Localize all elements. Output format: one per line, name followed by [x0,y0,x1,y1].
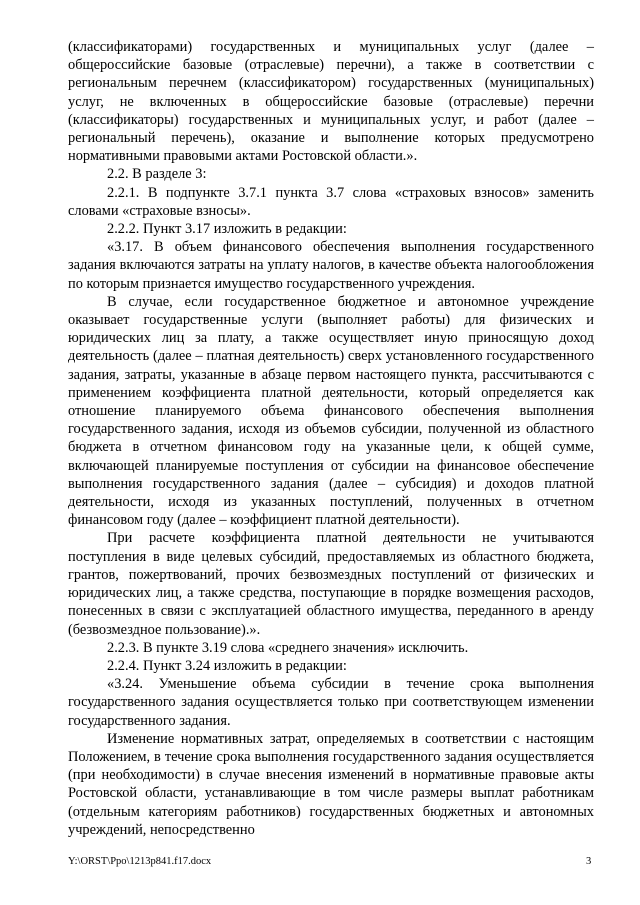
paragraph-2-2-1: 2.2.1. В подпункте 3.7.1 пункта 3.7 слова «страховых взносов» заменить словами «страховые взносы». [68,184,594,219]
footer-file-path: Y:\ORST\Ppo\1213p841.f17.docx [68,856,212,867]
paragraph-section-3: 2.2. В разделе 3: [107,166,207,183]
paragraph-normative-costs: Изменение нормативных затрат, определяемых в соответствии с настоящим Положением, в течение срока выполнения государственного задания осуществляется (при необходимости) в случае внесения изменений в нормативные правовые акты Ростовской области, устанавливающие в том числе размеры выплат работникам (отдельным категориям работников) государственных бюджетных и автономных учреждений, непосредственно [68,730,594,838]
footer-page-number: 3 [586,856,592,867]
paragraph-3-17: «3.17. В объем финансового обеспечения выполнения государственного задания включаются затраты на уплату налогов, в качестве объекта налогообложения по которым признается имущество государственного учреждения. [68,239,594,292]
paragraph-2-2-4: 2.2.4. Пункт 3.24 изложить в редакции: [107,657,347,674]
paragraph-paid-activity: В случае, если государственное бюджетное и автономное учреждение оказывает государственные услуги (выполняет работы) для физических и юридических лиц за плату, а также осуществляет иную приносящую доход деятельность (далее – платная деятельность) сверх установленного государственного задания, затраты, указанные в абзаце первом настоящего пункта, рассчитываются с применением коэффициента платной деятельности, который определяется как отношение планируемого объема финансового обеспечения выполнения государственного задания, исходя из объемов субсидии, полученной из областного бюджета в отчетном финансовом году на указанные цели, к общей сумме, включающей планируемые поступления от субсидии на финансовое обеспечение выполнения государственного задания (далее – субсидия) и доходов платной деятельности, исходя из указанных поступлений, полученных в отчетном финансовом году (далее – коэффициент платной деятельности). [68,293,594,529]
paragraph-2-2-2: 2.2.2. Пункт 3.17 изложить в редакции: [107,221,347,238]
paragraph-coefficient-calculation: При расчете коэффициента платной деятельности не учитываются поступления в виде целевых субсидий, предоставляемых из областного бюджета, грантов, пожертвований, прочих безвозмездных поступлений от физических и юридических лиц, а также средства, поступающие в порядке возмещения расходов, понесенных в связи с эксплуатацией областного имущества, переданного в аренду (безвозмездное пользование).». [68,530,594,638]
paragraph-3-24: «3.24. Уменьшение объема субсидии в течение срока выполнения государственного задания осуществляется только при соответствующем изменении государственного задания. [68,676,594,729]
document-body [68,38,594,839]
paragraph-classifiers-continuation: (классификаторами) государственных и муниципальных услуг (далее – общероссийские базовые (отраслевые) перечни), а также в соответствии с региональным перечнем (классификатором) государственных (муниципальных) услуг, не включенных в общероссийские базовые (отраслевые) перечни (классификаторы) государственных и муниципальных услуг, и работ (далее – региональный перечень), оказание и выполнение которых предусмотрено нормативными правовыми актами Ростовской области.». [68,39,594,165]
paragraph-2-2-3: 2.2.3. В пункте 3.19 слова «среднего значения» исключить. [107,639,469,656]
